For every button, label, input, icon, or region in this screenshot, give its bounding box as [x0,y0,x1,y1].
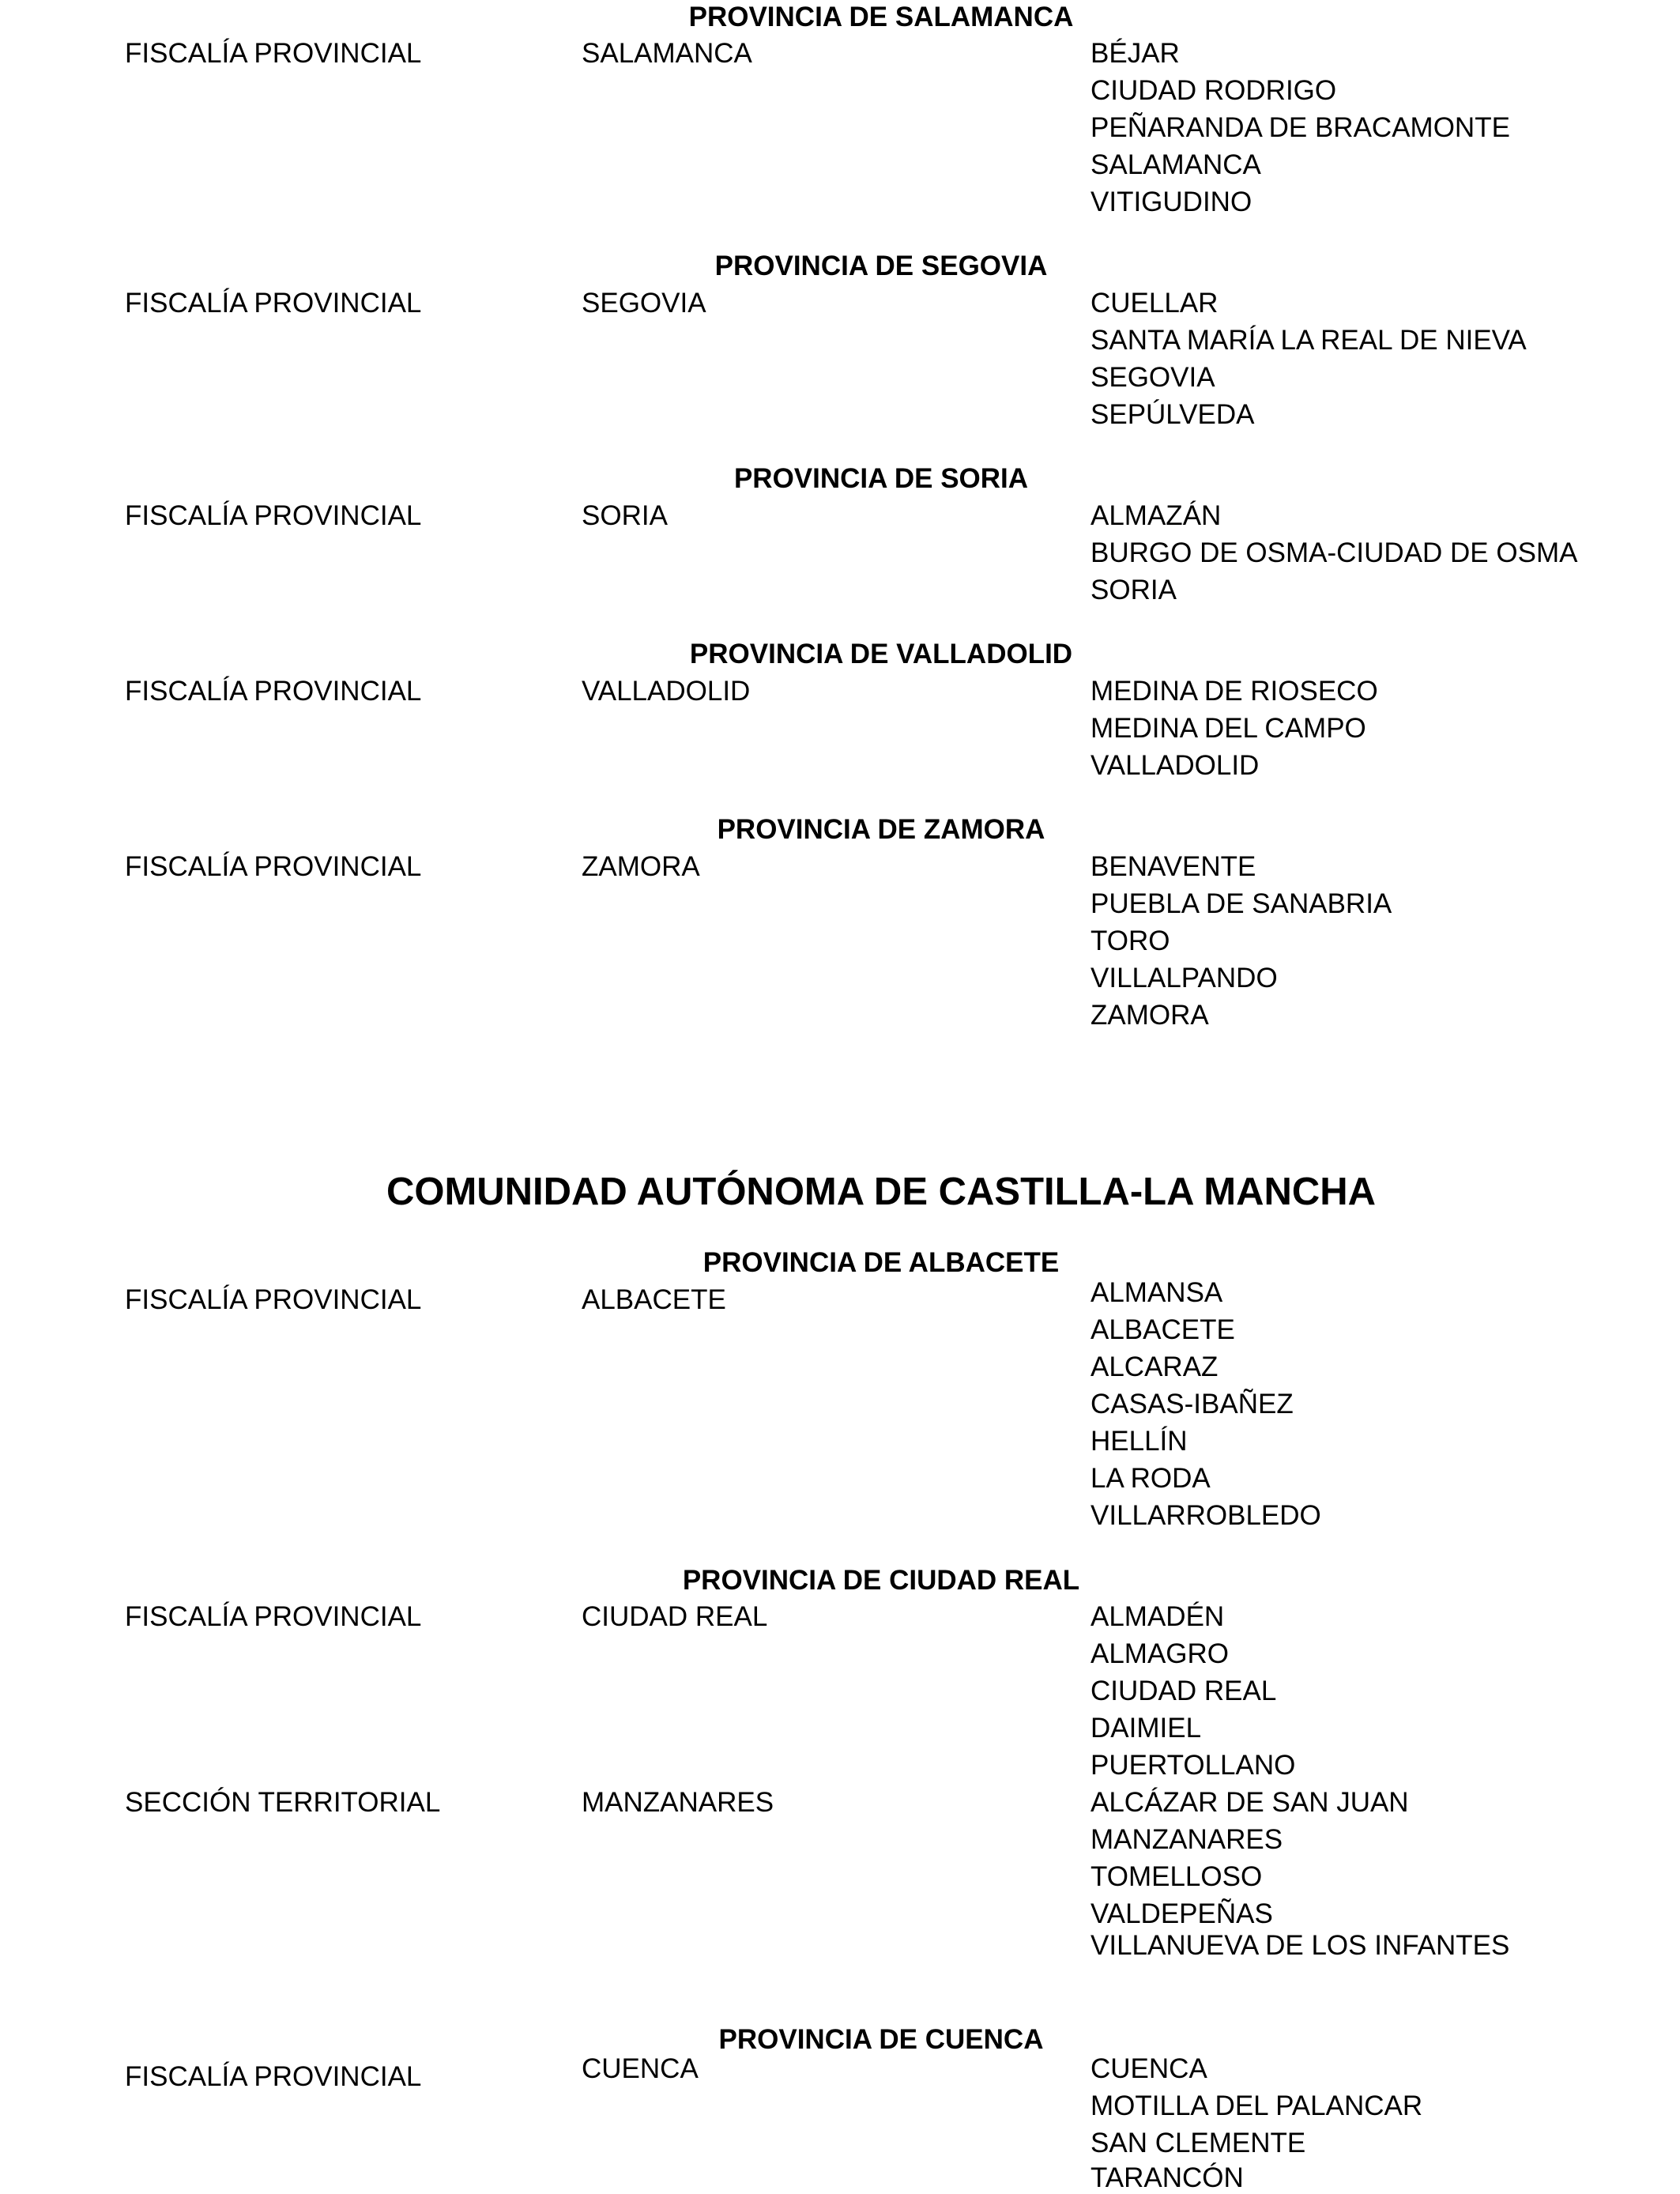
district-valladolid-0: MEDINA DE RIOSECO [1090,676,1378,707]
district-ciudad-real-4: PUERTOLLANO [1090,1750,1296,1781]
office-type-zamora: FISCALÍA PROVINCIAL [125,851,422,882]
district-cuenca-0: CUENCA [1090,2053,1207,2084]
office-type-ciudad-real: FISCALÍA PROVINCIAL [125,1601,422,1632]
district-ciudad-real-3: DAIMIEL [1090,1713,1202,1744]
district-ciudad-real-1: ALMAGRO [1090,1638,1230,1669]
office-seat-zamora: ZAMORA [582,851,700,882]
province-heading-salamanca: PROVINCIA DE SALAMANCA [688,2,1074,32]
office-seat-segovia: SEGOVIA [582,288,706,319]
district-valladolid-1: MEDINA DEL CAMPO [1090,713,1366,744]
district-albacete-1: ALBACETE [1090,1314,1235,1345]
district-segovia-1: SANTA MARÍA LA REAL DE NIEVA [1090,325,1527,356]
section-district-0: ALCÁZAR DE SAN JUAN [1090,1787,1409,1818]
office-type-segovia: FISCALÍA PROVINCIAL [125,288,422,319]
district-soria-2: SORIA [1090,575,1177,605]
section-district-3: VALDEPEÑAS [1090,1898,1273,1929]
office-type-albacete: FISCALÍA PROVINCIAL [125,1284,422,1315]
section-district-4: VILLANUEVA DE LOS INFANTES [1090,1930,1510,1961]
province-heading-segovia: PROVINCIA DE SEGOVIA [714,251,1048,281]
province-heading-cuenca: PROVINCIA DE CUENCA [718,2024,1044,2055]
district-segovia-3: SEPÚLVEDA [1090,399,1255,430]
district-albacete-6: VILLARROBLEDO [1090,1500,1321,1531]
district-zamora-2: TORO [1090,925,1170,956]
district-zamora-3: VILLALPANDO [1090,963,1278,993]
office-seat-ciudad-real: CIUDAD REAL [582,1601,768,1632]
district-zamora-1: PUEBLA DE SANABRIA [1090,888,1392,919]
section-district-2: TOMELLOSO [1090,1861,1263,1892]
district-zamora-0: BENAVENTE [1090,851,1256,882]
province-heading-zamora: PROVINCIA DE ZAMORA [717,814,1045,845]
district-soria-0: ALMAZÁN [1090,500,1222,531]
district-salamanca-4: VITIGUDINO [1090,187,1252,217]
district-salamanca-3: SALAMANCA [1090,149,1261,180]
section-type-manzanares: SECCIÓN TERRITORIAL [125,1787,441,1818]
district-salamanca-2: PEÑARANDA DE BRACAMONTE [1090,112,1510,143]
province-heading-ciudad-real: PROVINCIA DE CIUDAD REAL [682,1565,1080,1596]
district-salamanca-1: CIUDAD RODRIGO [1090,75,1337,106]
office-seat-valladolid: VALLADOLID [582,676,751,707]
district-albacete-2: ALCARAZ [1090,1351,1219,1382]
province-heading-soria: PROVINCIA DE SORIA [733,463,1029,494]
district-ciudad-real-0: ALMADÉN [1090,1601,1225,1632]
office-type-cuenca: FISCALÍA PROVINCIAL [125,2061,422,2092]
office-type-soria: FISCALÍA PROVINCIAL [125,500,422,531]
district-segovia-2: SEGOVIA [1090,362,1215,393]
district-cuenca-2: SAN CLEMENTE [1090,2128,1306,2158]
office-type-valladolid: FISCALÍA PROVINCIAL [125,676,422,707]
office-seat-albacete: ALBACETE [582,1284,726,1315]
district-albacete-4: HELLÍN [1090,1426,1188,1457]
district-albacete-5: LA RODA [1090,1463,1211,1494]
district-albacete-0: ALMANSA [1090,1277,1223,1308]
district-albacete-3: CASAS-IBAÑEZ [1090,1389,1294,1419]
district-zamora-4: ZAMORA [1090,1000,1209,1031]
district-cuenca-1: MOTILLA DEL PALANCAR [1090,2090,1423,2121]
district-segovia-0: CUELLAR [1090,288,1219,319]
district-valladolid-2: VALLADOLID [1090,750,1260,781]
district-cuenca-3: TARANCÓN [1090,2162,1244,2193]
office-seat-soria: SORIA [582,500,668,531]
section-district-1: MANZANARES [1090,1824,1283,1855]
district-salamanca-0: BÉJAR [1090,38,1180,69]
district-ciudad-real-2: CIUDAD REAL [1090,1676,1277,1706]
province-heading-valladolid: PROVINCIA DE VALLADOLID [689,639,1073,669]
region-heading: COMUNIDAD AUTÓNOMA DE CASTILLA-LA MANCHA [386,1171,1377,1213]
section-seat-manzanares: MANZANARES [582,1787,774,1818]
office-seat-cuenca: CUENCA [582,2053,699,2084]
province-heading-albacete: PROVINCIA DE ALBACETE [703,1247,1060,1278]
district-soria-1: BURGO DE OSMA-CIUDAD DE OSMA [1090,537,1578,568]
office-seat-salamanca: SALAMANCA [582,38,752,69]
office-type-salamanca: FISCALÍA PROVINCIAL [125,38,422,69]
